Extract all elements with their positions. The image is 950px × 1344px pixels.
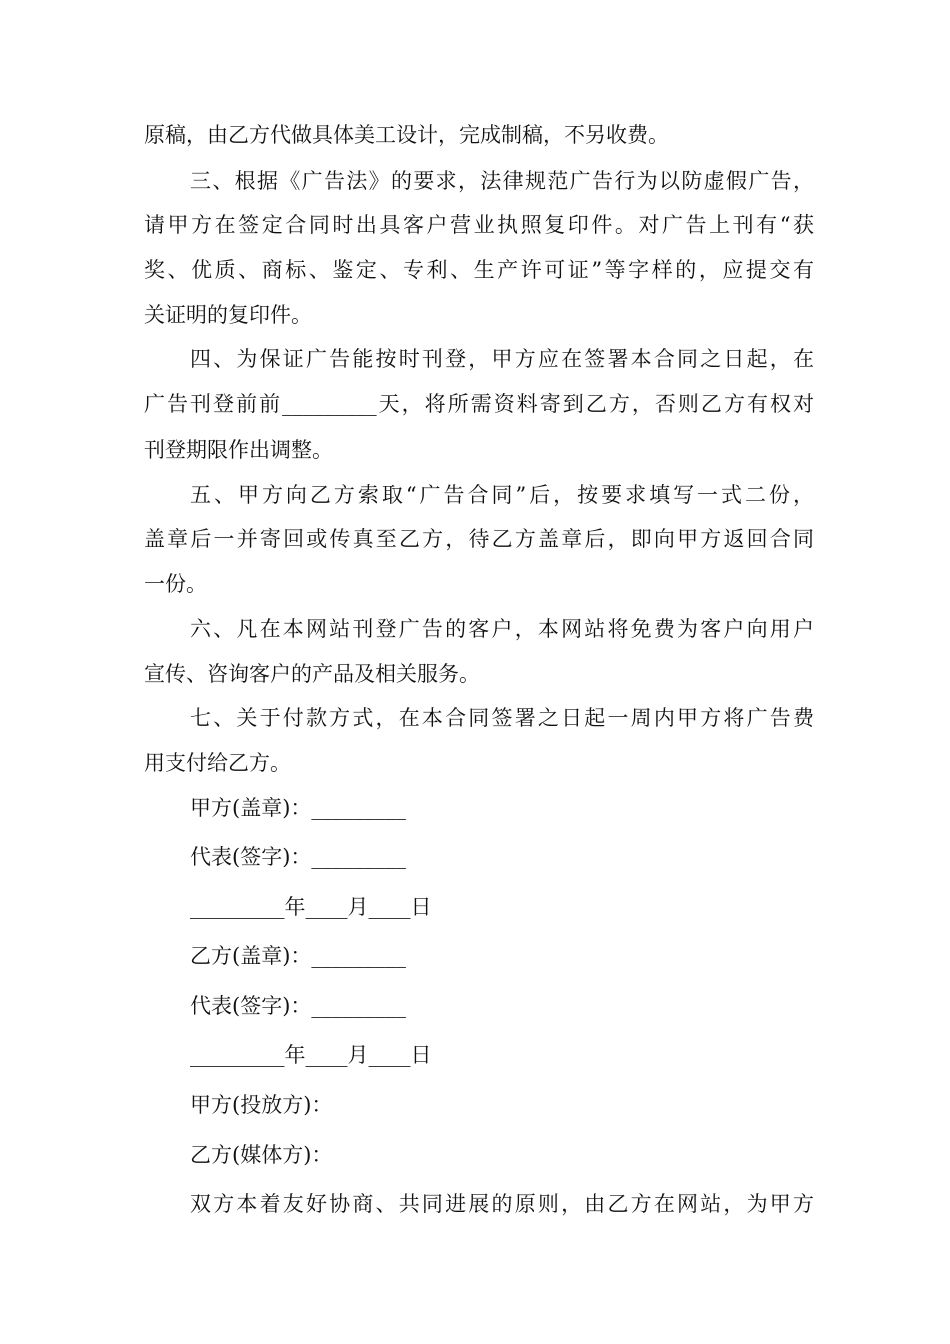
clause-4-line-1: 四、为保证广告能按时刊登，甲方应在签署本合同之日起，在 xyxy=(190,347,814,371)
agreement-intro-line: 双方本着友好协商、共同进展的原则，由乙方在网站，为甲方 xyxy=(190,1192,814,1216)
clause-3-line-3: 奖、优质、商标、鉴定、专利、生产许可证”等字样的，应提交有 xyxy=(144,258,814,282)
clause-6-line-1: 六、凡在本网站刊登广告的客户，本网站将免费为客户向用户 xyxy=(190,617,814,641)
party-b-seal-field: 乙方(盖章)：_________ xyxy=(190,944,406,968)
party-a-date-field: _________年____月____日 xyxy=(190,895,432,919)
party-a-representative-field: 代表(签字)：_________ xyxy=(190,845,406,869)
clause-4-line-3: 刊登期限作出调整。 xyxy=(144,438,333,462)
clause-5-line-2: 盖章后一并寄回或传真至乙方，待乙方盖章后，即向甲方返回合同 xyxy=(144,527,814,551)
party-a-advertiser-label: 甲方(投放方)： xyxy=(190,1093,333,1117)
party-b-media-label: 乙方(媒体方)： xyxy=(190,1143,333,1167)
party-b-representative-field: 代表(签字)：_________ xyxy=(190,994,406,1018)
clause-3-line-2: 请甲方在签定合同时出具客户营业执照复印件。对广告上刊有“获 xyxy=(144,213,814,237)
party-a-seal-field: 甲方(盖章)：_________ xyxy=(190,796,406,820)
clause-3-line-4: 关证明的复印件。 xyxy=(144,303,312,327)
clause-6-line-2: 宣传、咨询客户的产品及相关服务。 xyxy=(144,662,480,686)
clause-4-line-2: 广告刊登前前_________天，将所需资料寄到乙方，否则乙方有权对 xyxy=(144,392,814,416)
clause-7-line-2: 用支付给乙方。 xyxy=(144,751,291,775)
clause-3-line-1: 三、根据《广告法》的要求，法律规范广告行为以防虚假广告， xyxy=(190,169,814,193)
paragraph-line-1: 原稿，由乙方代做具体美工设计，完成制稿，不另收费。 xyxy=(144,123,669,147)
party-b-date-field: _________年____月____日 xyxy=(190,1043,432,1067)
clause-5-line-1: 五、甲方向乙方索取“广告合同”后，按要求填写一式二份， xyxy=(190,483,814,507)
clause-7-line-1: 七、关于付款方式，在本合同签署之日起一周内甲方将广告费 xyxy=(190,706,814,730)
clause-5-line-3: 一份。 xyxy=(144,572,207,596)
